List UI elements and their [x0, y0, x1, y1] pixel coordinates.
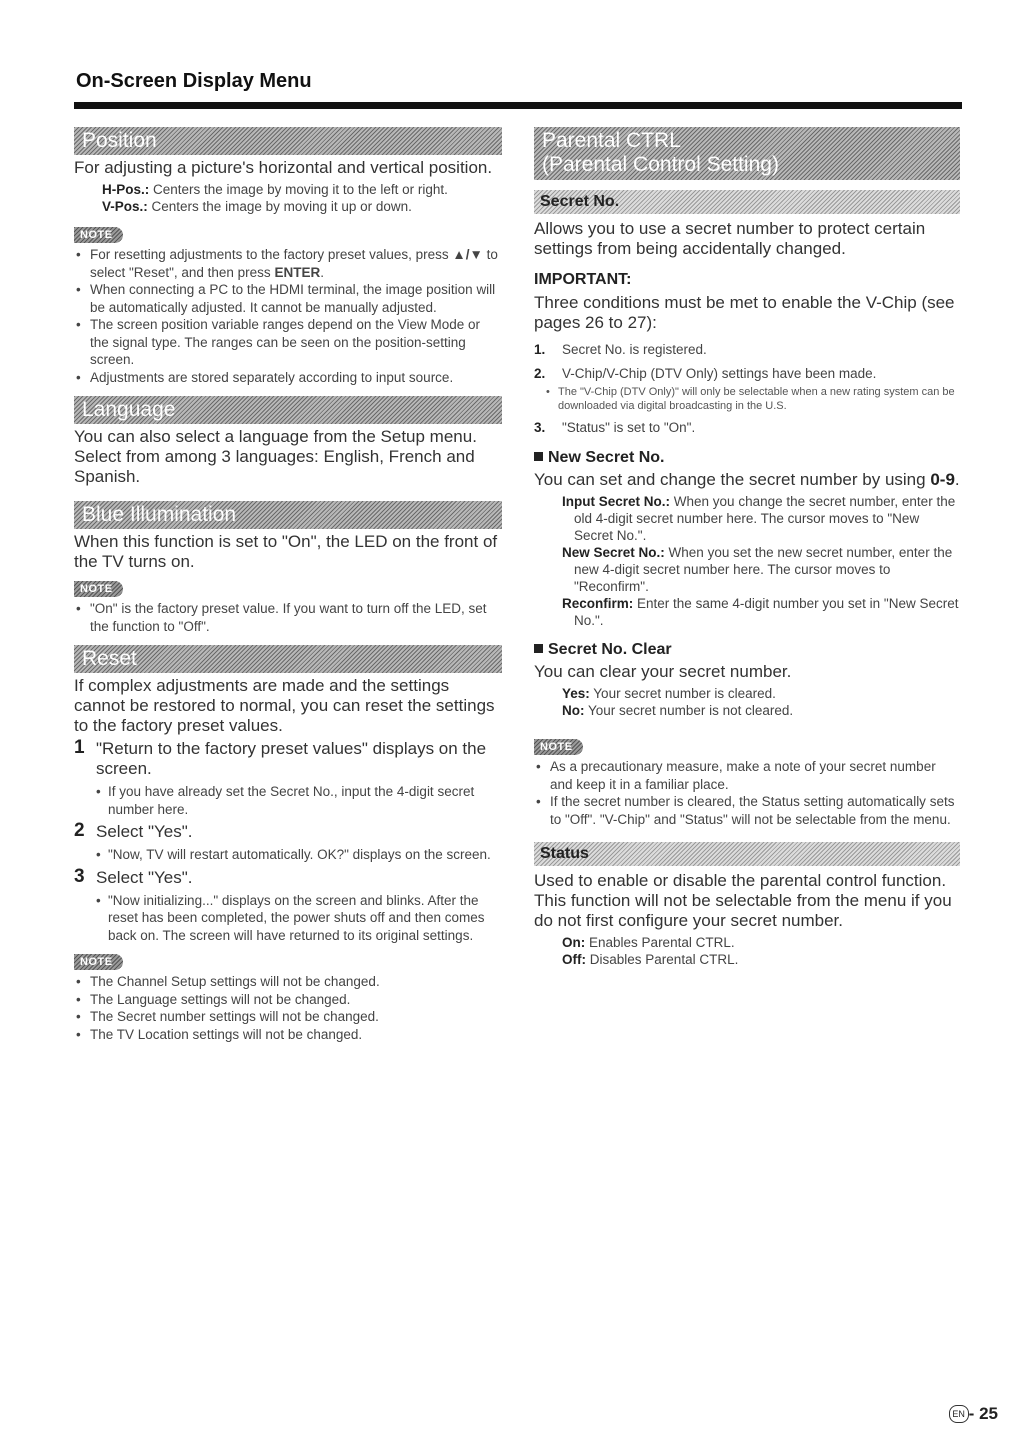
note-item: • The Secret number settings will not be changed. — [74, 1008, 502, 1026]
en-language-icon: EN — [949, 1405, 969, 1423]
note-badge: NOTE — [74, 227, 123, 243]
secret-clear-heading: Secret No. Clear — [534, 641, 960, 659]
left-column — [74, 127, 502, 1053]
note-item: • "On" is the factory preset value. If you want to turn off the LED, set the function to "Off". — [74, 600, 502, 635]
blue-illumination-heading: Blue Illumination — [74, 501, 502, 529]
condition-1: 1. Secret No. is registered. — [534, 342, 707, 357]
step-bullet: • If you have already set the Secret No., input the 4-digit secret number here. — [96, 783, 502, 818]
status-heading: Status — [534, 842, 960, 866]
reset-body: If complex adjustments are made and the settings cannot be restored to normal, you can reset the settings to the factory preset values. — [74, 676, 495, 735]
condition-2-sub: • The "V-Chip (DTV Only)" will only be selectable when a new rating system can be downloaded via digital broadcasting in the U.S. — [534, 385, 960, 413]
status-defs — [562, 934, 960, 968]
step-bullet: • "Now initializing..." displays on the screen and blinks. After the reset has been completed, the power shuts off and then comes back on. The screen will have returned to its original settings. — [96, 892, 502, 945]
important-body: Three conditions must be met to enable the V-Chip (see pages 26 to 27): — [534, 293, 955, 332]
new-secret-no-body: You can set and change the secret number by using 0-9. — [534, 470, 960, 489]
position-heading: Position — [74, 127, 502, 155]
reset-step-1: 1 "Return to the factory preset values" displays on the screen. — [74, 737, 487, 778]
secret-clear-notes — [534, 758, 960, 828]
reset-step-2-bullets — [96, 846, 502, 864]
condition-3: 3. "Status" is set to "On". — [534, 420, 696, 435]
step-bullet: • "Now, TV will restart automatically. OK?" displays on the screen. — [96, 846, 502, 864]
position-defs — [102, 181, 502, 215]
def-h-pos: H-Pos.: Centers the image by moving it to the left or right. — [102, 182, 448, 197]
note-item: • The Channel Setup settings will not be changed. — [74, 973, 502, 991]
language-body: You can also select a language from the Setup menu. Select from among 3 languages: English, French and Spanish. — [74, 427, 477, 486]
reset-step-1-bullets — [96, 783, 502, 818]
note-item: • When connecting a PC to the HDMI terminal, the image position will be automatically adjusted. It cannot be manually adjusted. — [74, 281, 502, 316]
condition-2: 2. V-Chip/V-Chip (DTV Only) settings have been made. — [534, 366, 877, 381]
page-number: EN - 25 — [949, 1404, 998, 1424]
def-reconfirm: Reconfirm: Enter the same 4-digit number you set in "New Secret No.". — [562, 596, 959, 628]
def-off: Off: Disables Parental CTRL. — [562, 952, 739, 967]
note-item: • As a precautionary measure, make a note of your secret number and keep it in a familiar place. — [534, 758, 960, 793]
reset-step-3-bullets — [96, 892, 502, 945]
reset-notes — [74, 973, 502, 1043]
position-notes — [74, 246, 502, 386]
new-secret-defs — [562, 493, 960, 629]
def-yes: Yes: Your secret number is cleared. — [562, 686, 776, 701]
blue-illumination-body: When this function is set to "On", the LED on the front of the TV turns on. — [74, 532, 498, 571]
status-body: Used to enable or disable the parental control function. This function will not be selectable from the menu if you do not first configure your secret number. — [534, 871, 952, 930]
parental-ctrl-heading: Parental CTRL (Parental Control Setting) — [534, 127, 960, 180]
def-new-secret: New Secret No.: When you set the new secret number, enter the new 4-digit secret number here. The cursor moves to "Reconfirm". — [562, 545, 953, 594]
secret-no-heading: Secret No. — [534, 190, 960, 214]
note-item: • The Language settings will not be changed. — [74, 991, 502, 1009]
note-badge: NOTE — [74, 581, 123, 597]
language-heading: Language — [74, 396, 502, 424]
def-input-secret: Input Secret No.: When you change the secret number, enter the old 4-digit secret number here. The cursor moves to "New Secret No.". — [562, 494, 956, 543]
note-item: • For resetting adjustments to the factory preset values, press ▲/▼ to select "Reset", and then press ENTER. — [74, 246, 502, 281]
note-badge: NOTE — [534, 739, 583, 755]
new-secret-no-heading: New Secret No. — [534, 449, 960, 467]
def-no: No: Your secret number is not cleared. — [562, 703, 794, 718]
note-item: • The screen position variable ranges depend on the View Mode or the signal type. The ranges can be seen on the position-setting screen. — [74, 316, 502, 369]
page-title: On-Screen Display Menu — [76, 70, 312, 92]
note-badge: NOTE — [74, 954, 123, 970]
secret-clear-defs — [562, 685, 960, 719]
important-label: IMPORTANT: — [534, 271, 632, 288]
secret-clear-body: You can clear your secret number. — [534, 662, 792, 681]
position-body: For adjusting a picture's horizontal and vertical position. — [74, 158, 493, 177]
right-column — [534, 127, 960, 974]
blue-illumination-notes — [74, 600, 502, 635]
def-on: On: Enables Parental CTRL. — [562, 935, 735, 950]
reset-step-3: 3 Select "Yes". — [74, 865, 193, 887]
reset-step-2: 2 Select "Yes". — [74, 820, 193, 841]
note-item: • The TV Location settings will not be changed. — [74, 1026, 502, 1044]
def-v-pos: V-Pos.: Centers the image by moving it up or down. — [102, 199, 412, 214]
title-rule — [74, 102, 962, 109]
note-item: • If the secret number is cleared, the Status setting automatically sets to "Off". "V-Chip" and "Status" will not be selectable from the menu. — [534, 793, 960, 828]
reset-heading: Reset — [74, 645, 502, 673]
secret-no-body: Allows you to use a secret number to protect certain settings from being accidentally changed. — [534, 219, 926, 258]
note-item: • Adjustments are stored separately according to input source. — [74, 369, 502, 387]
